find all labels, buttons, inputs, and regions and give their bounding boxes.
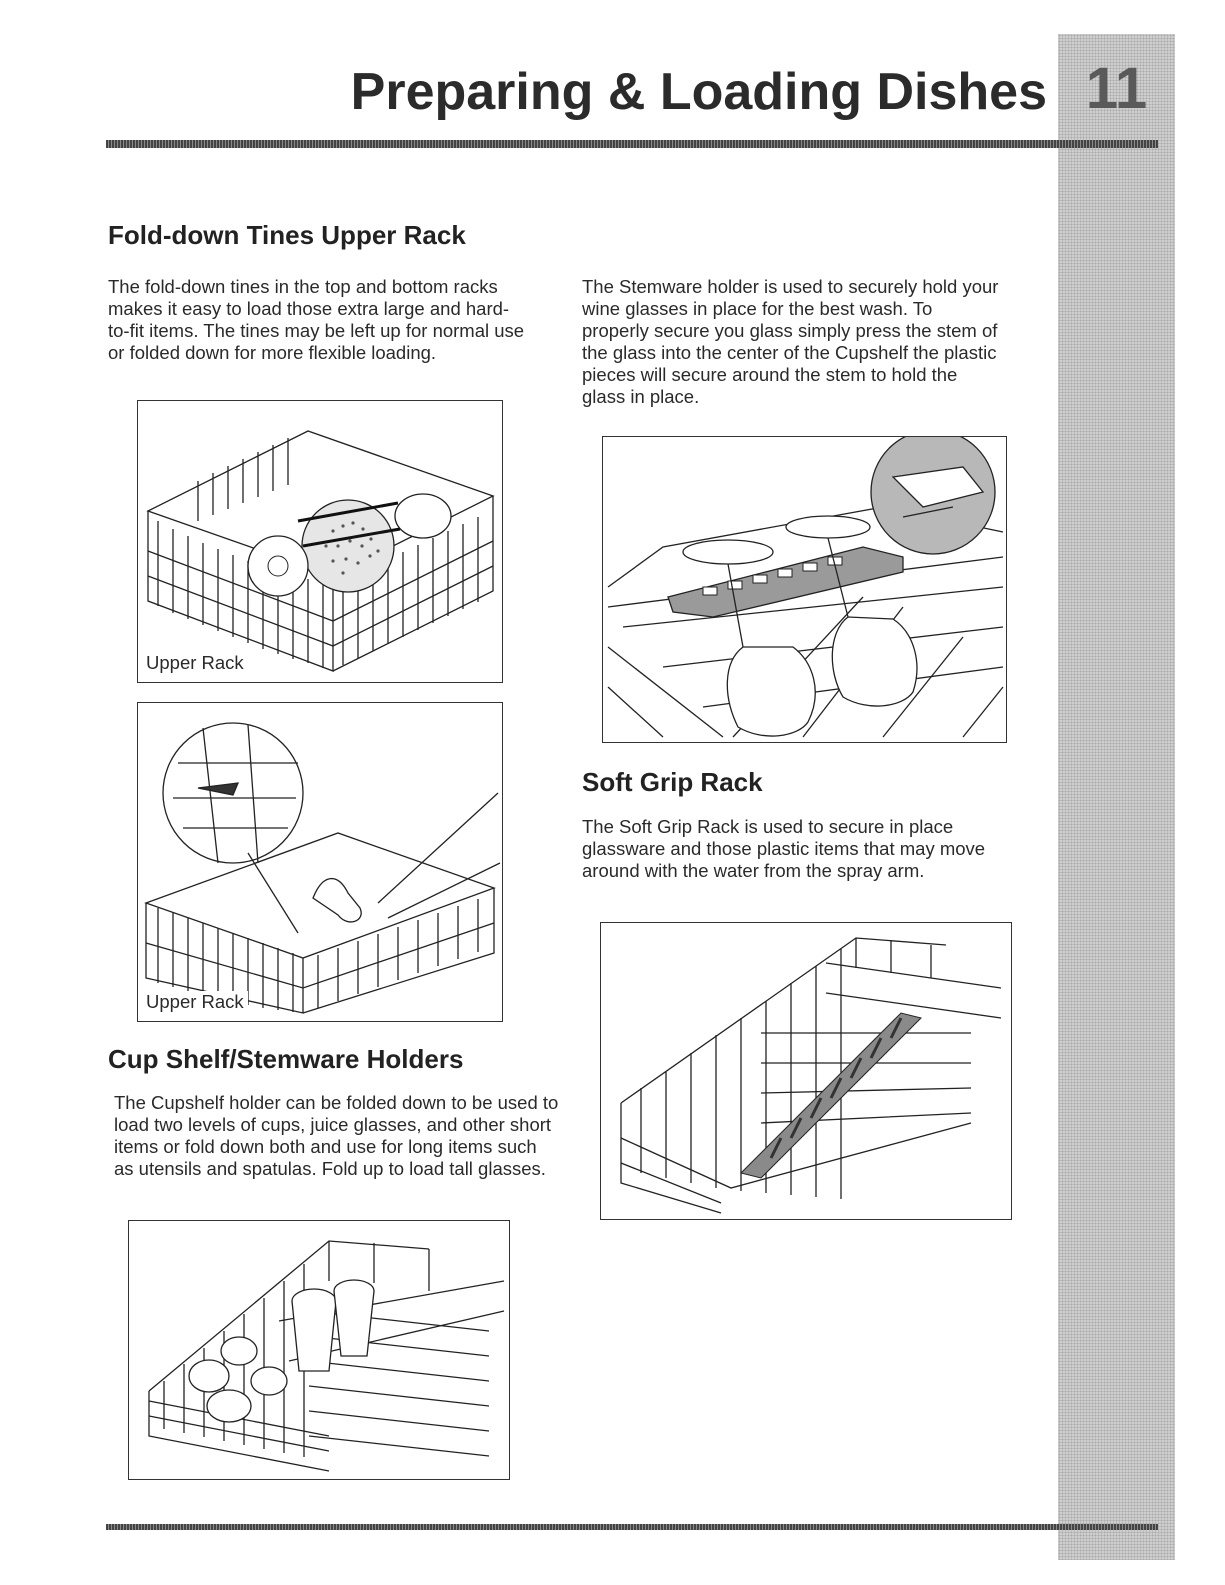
soft-grip-text: The Soft Grip Rack is used to secure in place glassware and those plastic items that may move around with the water from the spray arm. bbox=[582, 816, 986, 881]
cup-shelf-illustration bbox=[129, 1221, 509, 1479]
footer-rule bbox=[106, 1524, 1158, 1530]
fold-down-tines-text: The fold-down tines in the top and bottom racks makes it easy to load those extra large and hard-to-fit items. The tines may be left up for normal use or folded down for more flexible loading. bbox=[108, 276, 525, 363]
header-rule bbox=[106, 140, 1158, 148]
soft-grip-figure bbox=[600, 922, 1012, 1220]
page-title: Preparing & Loading Dishes bbox=[350, 63, 1047, 121]
cup-shelf-text: The Cupshelf holder can be folded down to be used to load two levels of cups, juice glasses, and other short items or fold down both and use for long items such as utensils and spatulas. Fold up to load tall glasses. bbox=[114, 1092, 559, 1179]
cup-shelf-heading: Cup Shelf/Stemware Holders bbox=[108, 1044, 464, 1074]
cup-shelf-figure bbox=[128, 1220, 510, 1480]
fold-down-tines-heading: Fold-down Tines Upper Rack bbox=[108, 220, 466, 250]
stemware-figure bbox=[602, 436, 1007, 743]
stemware-text: The Stemware holder is used to securely hold your wine glasses in place for the best wash. To properly secure you glass simply press the stem of the glass into the center of the Cupshelf the plastic pieces will secure around the stem to hold the glass in place. bbox=[582, 276, 999, 407]
fold-down-tines-detail-illustration bbox=[138, 703, 502, 1021]
upper-rack-illustration bbox=[138, 401, 502, 682]
upper-rack-figure-1 bbox=[137, 400, 503, 683]
upper-rack-figure-2 bbox=[137, 702, 503, 1022]
soft-grip-rack-illustration bbox=[601, 923, 1011, 1219]
upper-rack-caption-2: Upper Rack bbox=[146, 991, 248, 1013]
soft-grip-heading: Soft Grip Rack bbox=[582, 767, 763, 797]
upper-rack-caption-1: Upper Rack bbox=[146, 652, 248, 674]
page-number: 11 bbox=[1085, 56, 1148, 121]
page-side-tab bbox=[1058, 34, 1175, 1560]
stemware-holder-illustration bbox=[603, 437, 1006, 742]
